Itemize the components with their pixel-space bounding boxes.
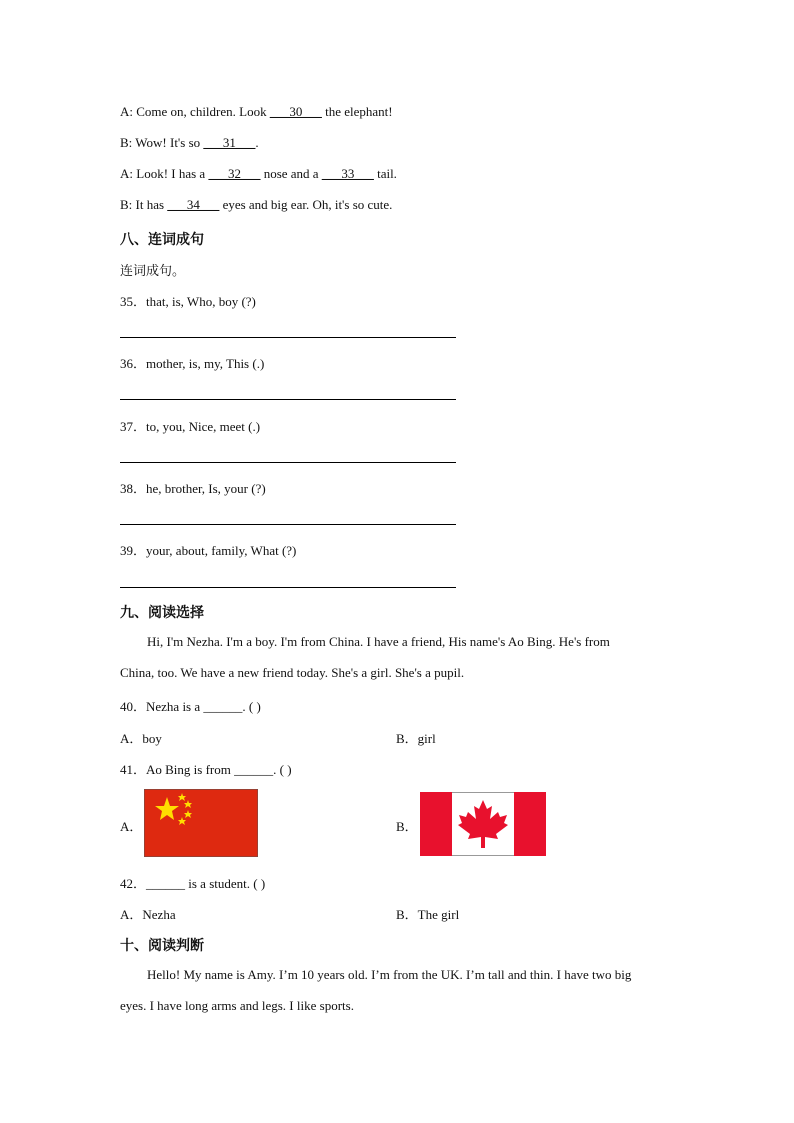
passage-9-line-2: China, too. We have a new friend today. She's a girl. She's a pupil.: [120, 665, 465, 680]
blank-32: ___32___: [208, 166, 261, 181]
blank-34: ___34___: [167, 197, 220, 212]
passage-10-line-2: eyes. I have long arms and legs. I like sports.: [120, 998, 354, 1013]
question-36: 36．mother, is, my, This (.): [120, 356, 265, 371]
question-37: 37．to, you, Nice, meet (.): [120, 419, 261, 434]
section-8-instruction: 连词成句。: [120, 264, 186, 279]
dialogue-line-31: B: Wow! It's so ___31___.: [120, 135, 259, 150]
passage-9-line-1: Hi, I'm Nezha. I'm a boy. I'm from China. I have a friend, His name's Ao Bing. He's from: [147, 634, 610, 649]
dialogue-line-30: A: Come on, children. Look ___30___ the elephant!: [120, 104, 393, 119]
blank-31: ___31___: [203, 135, 256, 150]
answer-line-36[interactable]: [120, 399, 456, 400]
section-9-title: 九、阅读选择: [120, 605, 204, 621]
dialogue-line-34: B: It has ___34___ eyes and big ear. Oh, it's so cute.: [120, 197, 393, 212]
answer-line-37[interactable]: [120, 462, 456, 463]
question-39: 39．your, about, family, What (?): [120, 543, 297, 558]
question-35: 35．that, is, Who, boy (?): [120, 294, 256, 309]
question-41: 41．Ao Bing is from ______. ( ): [120, 762, 292, 777]
canada-flag-icon[interactable]: [420, 792, 546, 856]
answer-line-35[interactable]: [120, 337, 456, 338]
blank-33: ___33___: [321, 166, 374, 181]
answer-line-39[interactable]: [120, 587, 456, 588]
dialogue-line-32-33: A: Look! I has a ___32___ nose and a ___33___ tail.: [120, 166, 397, 181]
answer-line-38[interactable]: [120, 524, 456, 525]
blank-30: ___30___: [269, 104, 322, 119]
option-41-b-label[interactable]: B．: [396, 819, 418, 834]
section-10-title: 十、阅读判断: [120, 938, 204, 954]
china-flag-icon[interactable]: [144, 789, 258, 857]
option-42-b[interactable]: B．The girl: [396, 907, 460, 922]
question-40: 40．Nezha is a ______. ( ): [120, 699, 261, 714]
option-40-b[interactable]: B．girl: [396, 731, 436, 746]
section-8-title: 八、连词成句: [120, 232, 204, 248]
passage-10-line-1: Hello! My name is Amy. I’m 10 years old. I’m from the UK. I’m tall and thin. I have two big: [147, 967, 632, 982]
option-42-a[interactable]: A．Nezha: [120, 907, 176, 922]
question-42: 42．______ is a student. ( ): [120, 876, 266, 891]
option-40-a[interactable]: A．boy: [120, 731, 162, 746]
question-38: 38．he, brother, Is, your (?): [120, 481, 266, 496]
option-41-a-label[interactable]: A．: [120, 819, 143, 834]
